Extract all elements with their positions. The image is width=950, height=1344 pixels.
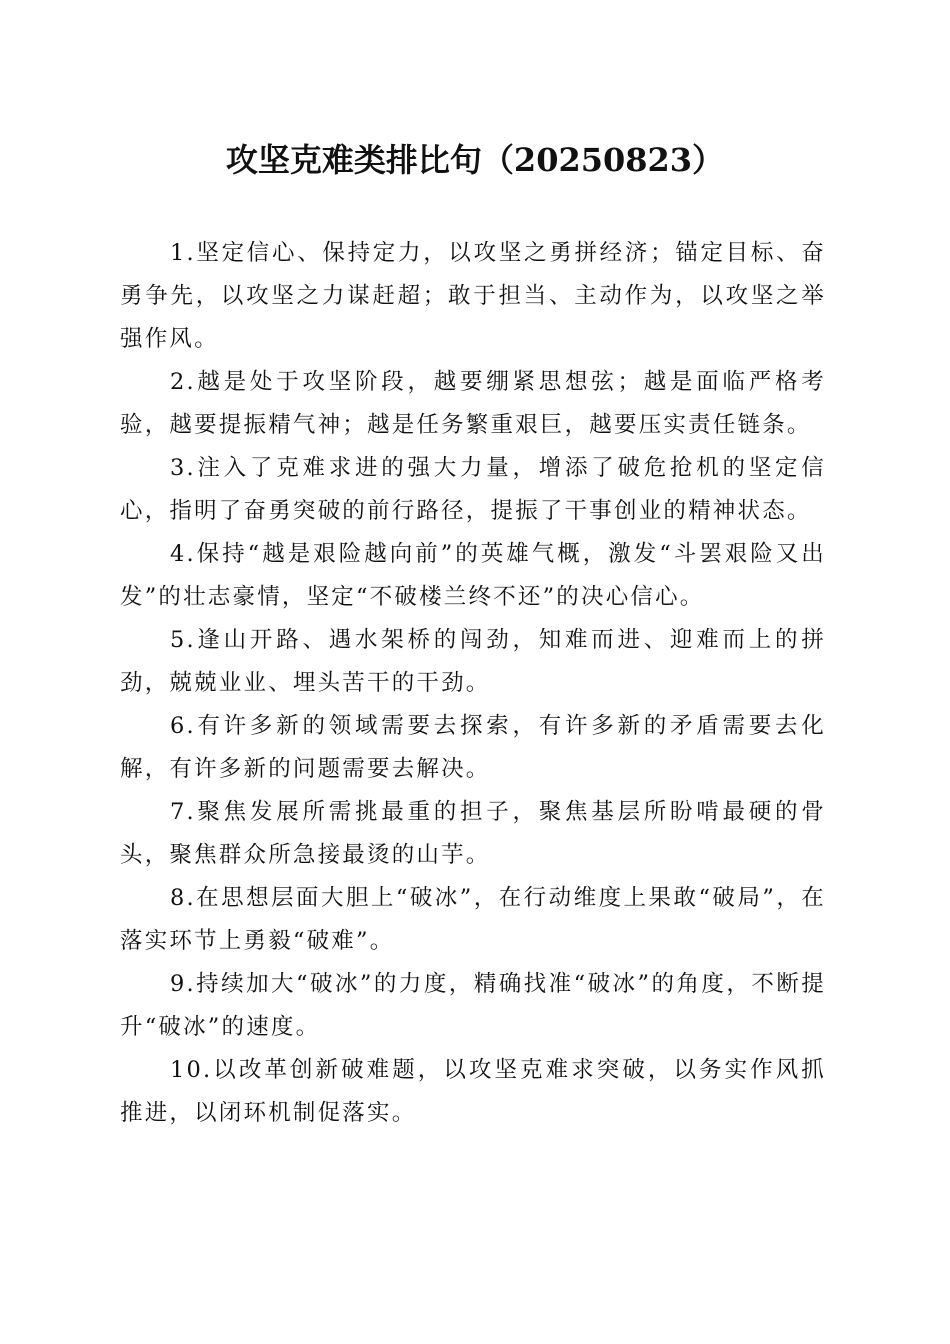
paragraph-6: 6.有许多新的领域需要去探索，有许多新的矛盾需要去化解，有许多新的问题需要去解决。 <box>120 713 826 782</box>
page-title: 攻坚克难类排比句（20250823） <box>225 141 725 179</box>
paragraph-4: 4.保持“越是艰险越向前”的英雄气概，激发“斗罢艰险又出发”的壮志豪情，坚定“不破楼兰终不还”的决心信心。 <box>120 541 826 610</box>
paragraph-7: 7.聚焦发展所需挑最重的担子，聚焦基层所盼啃最硬的骨头，聚焦群众所急接最烫的山芋。 <box>120 799 826 868</box>
document-body <box>120 232 826 1135</box>
paragraph-8: 8.在思想层面大胆上“破冰”，在行动维度上果敢“破局”，在落实环节上勇毅“破难”。 <box>120 885 826 954</box>
paragraph-5: 5.逢山开路、遇水架桥的闯劲，知难而进、迎难而上的拼劲，兢兢业业、埋头苦干的干劲。 <box>120 627 826 696</box>
paragraph-10: 10.以改革创新破难题，以攻坚克难求突破，以务实作风抓推进，以闭环机制促落实。 <box>120 1057 826 1126</box>
paragraph-2: 2.越是处于攻坚阶段，越要绷紧思想弦；越是面临严格考验，越要提振精气神；越是任务繁重艰巨，越要压实责任链条。 <box>120 369 826 438</box>
paragraph-1: 1.坚定信心、保持定力，以攻坚之勇拼经济；锚定目标、奋勇争先，以攻坚之力谋赶超；敢于担当、主动作为，以攻坚之举强作风。 <box>120 240 826 352</box>
paragraph-3: 3.注入了克难求进的强大力量，增添了破危抢机的坚定信心，指明了奋勇突破的前行路径，提振了干事创业的精神状态。 <box>120 455 826 524</box>
paragraph-9: 9.持续加大“破冰”的力度，精确找准“破冰”的角度，不断提升“破冰”的速度。 <box>120 971 826 1040</box>
